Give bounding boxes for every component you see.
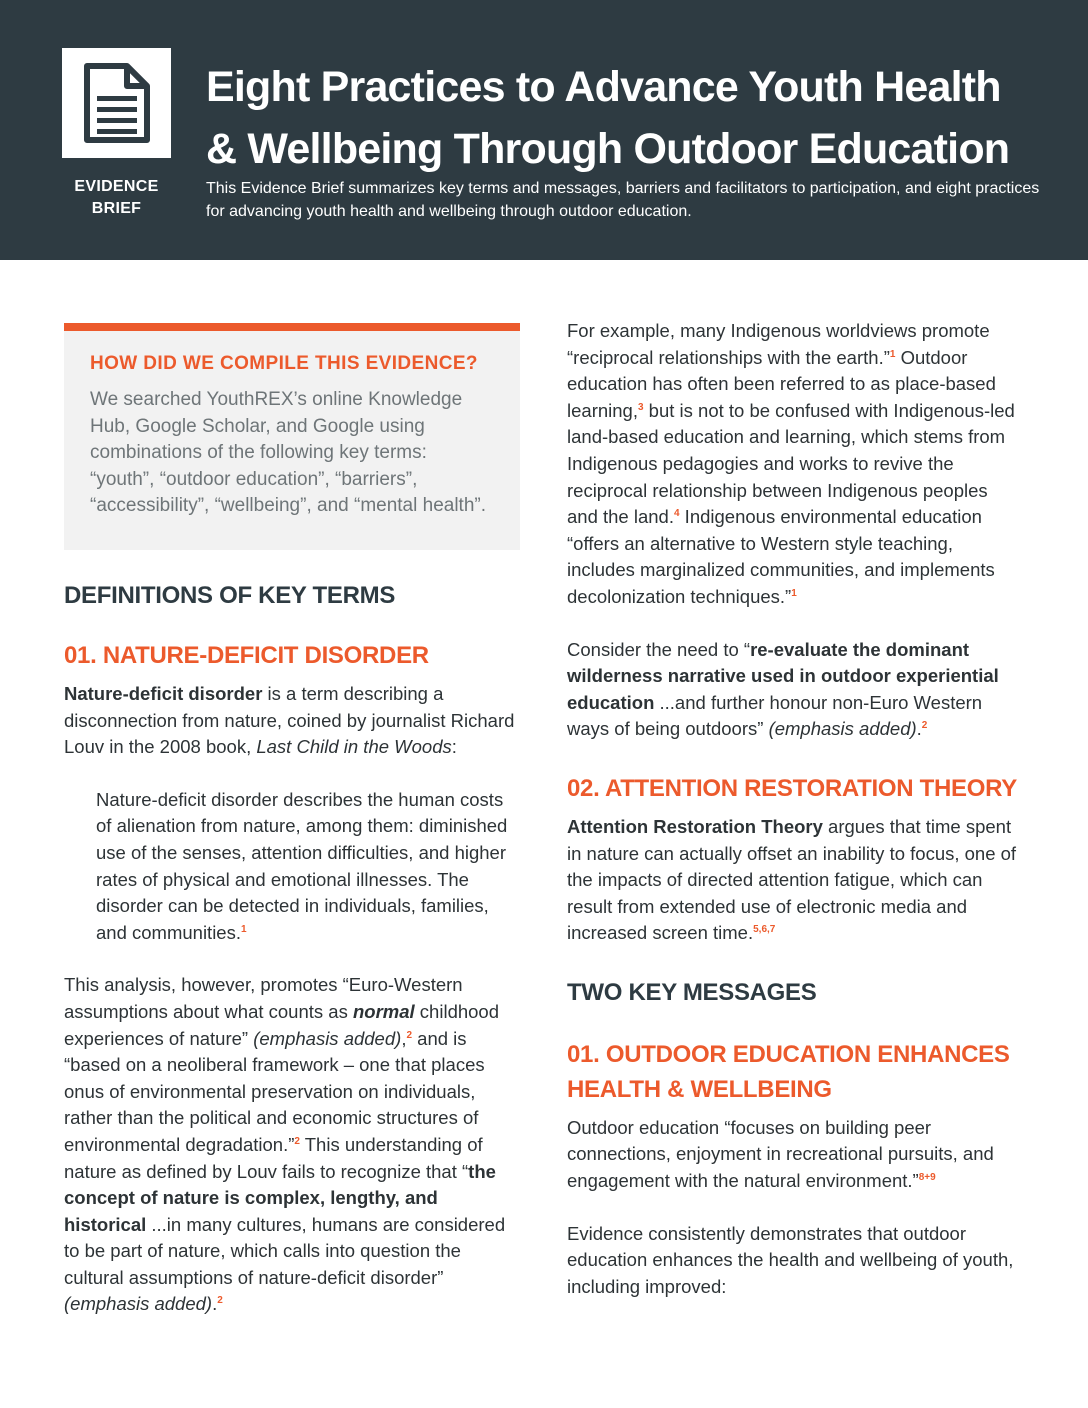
louv-quote bbox=[64, 787, 520, 947]
emphasis-added: (emphasis added) bbox=[768, 718, 917, 740]
wilderness-paragraph bbox=[567, 637, 1017, 743]
methodology-callout bbox=[64, 323, 520, 550]
footnote-ref: 4 bbox=[673, 508, 680, 519]
key-messages-heading: TWO KEY MESSAGES bbox=[567, 978, 817, 1006]
callout-heading: HOW DID WE COMPILE THIS EVIDENCE? bbox=[90, 353, 478, 374]
term-bold: Attention Restoration Theory bbox=[567, 815, 823, 837]
footnote-ref: 2 bbox=[217, 1295, 223, 1307]
label-line-1: EVIDENCE bbox=[74, 178, 159, 195]
bold-quote: the concept of nature is complex, lengthy, and historical bbox=[64, 1160, 496, 1235]
text-span: . bbox=[916, 718, 922, 740]
nature-deficit-intro bbox=[64, 681, 520, 761]
attention-restoration-heading: 02. ATTENTION RESTORATION THEORY bbox=[567, 774, 1017, 802]
analysis-paragraph bbox=[64, 972, 520, 1318]
emphasis-added: (emphasis added) bbox=[253, 1027, 402, 1049]
title-line-2: & Wellbeing Through Outdoor Education bbox=[206, 125, 1010, 173]
title-line-1: Eight Practices to Advance Youth Health bbox=[206, 63, 1001, 111]
text-span: Indigenous environmental education “offers an alternative to Western style teaching, includes marginalized communities, and implements decolonization techniques.” bbox=[567, 506, 995, 607]
text-span: . bbox=[212, 1293, 218, 1315]
label-line-2: BRIEF bbox=[91, 200, 142, 217]
text-span: For example, many Indigenous worldviews promote “reciprocal relationships with the earth.” bbox=[567, 320, 990, 368]
footnote-ref: 2 bbox=[294, 1135, 300, 1147]
book-title: Last Child in the Woods bbox=[256, 736, 452, 758]
intro-text: is a term describing a disconnection from nature, coined by journalist Richard Louv in the 2008 book, bbox=[64, 683, 515, 758]
callout-text: We searched YouthREX’s online Knowledge Hub, Google Scholar, and Google using combinations of the following key terms: “youth”, “outdoor education”, “barriers”, “accessibility”, “wellbeing”, and “mental health”. bbox=[90, 389, 486, 516]
footnote-ref: 8+9 bbox=[918, 1171, 936, 1183]
document-icon-svg bbox=[83, 62, 151, 144]
footnote-ref: 2 bbox=[921, 720, 928, 732]
term-bold: Nature-deficit disorder bbox=[64, 683, 263, 704]
footnote-ref: 1 bbox=[240, 923, 247, 935]
message-1-heading: 01. OUTDOOR EDUCATION ENHANCES HEALTH & WELLBEING bbox=[567, 1040, 1010, 1103]
text-span: This analysis, however, promotes “Euro-Western assumptions about what counts as bbox=[64, 974, 463, 1022]
left-column bbox=[64, 323, 520, 1318]
message-1-paragraph-1 bbox=[567, 1115, 1017, 1195]
text-span: but is not to be confused with Indigenous-led land-based education and learning, which stems from Indigenous pedagogies and works to revive the reciprocal relationship between Indigenous peoples and the land. bbox=[567, 399, 1015, 528]
footnote-ref: 5,6,7 bbox=[753, 924, 776, 936]
text-span: childhood experiences of nature” bbox=[64, 1000, 500, 1049]
text-span: ...in many cultures, humans are considered to be part of nature, which calls into question the cultural assumptions of nature-deficit disorder” bbox=[64, 1213, 506, 1288]
emphasis-added: (emphasis added) bbox=[64, 1293, 213, 1315]
definitions-heading: DEFINITIONS OF KEY TERMS bbox=[64, 582, 396, 609]
document-icon bbox=[62, 48, 171, 158]
text-span: This understanding of nature as defined by Louv fails to recognize that “ bbox=[64, 1133, 483, 1182]
text-span: Consider the need to “ bbox=[567, 638, 751, 660]
page-subtitle: This Evidence Brief summarizes key terms and messages, barriers and facilitators to participation, and eight practices for advancing youth health and wellbeing through outdoor education. bbox=[206, 180, 1040, 220]
attention-restoration-text bbox=[567, 814, 1017, 947]
footnote-ref: 2 bbox=[406, 1029, 413, 1041]
text-span: argues that time spent in nature can actually offset an inability to focus, one of the impacts of directed attention fatigue, which can result from extended use of electronic media and increased screen time. bbox=[567, 815, 1017, 944]
message-1-paragraph-2: Evidence consistently demonstrates that outdoor education enhances the health and wellbeing of youth, including improved: bbox=[567, 1222, 1014, 1297]
bold-quote: re-evaluate the dominant wilderness narrative used in outdoor experiential education bbox=[567, 638, 999, 713]
text-span: Outdoor education “focuses on building peer connections, enjoyment in recreational pursuits, and engagement with the natural environment.” bbox=[567, 1116, 994, 1192]
footnote-ref: 3 bbox=[637, 401, 644, 413]
quote-text: Nature-deficit disorder describes the human costs of alienation from nature, among them: diminished use of the senses, attention difficulties, and higher rates of physical and emotional illnesses. The disorder can be detected in individuals, families, and communities. bbox=[96, 788, 508, 943]
text-span: and is “based on a neoliberal framework – one that places onus of environmental preservation on individuals, rather than the political and economic structures of environmental degradation.” bbox=[64, 1027, 485, 1155]
nature-deficit-heading: 01. NATURE-DEFICIT DISORDER bbox=[64, 642, 429, 669]
evidence-brief-label bbox=[62, 176, 171, 220]
text-span: , bbox=[401, 1027, 407, 1049]
header-banner bbox=[0, 0, 1088, 260]
page-title bbox=[206, 56, 1066, 180]
emphasis-normal: normal bbox=[352, 1000, 415, 1022]
footnote-ref: 1 bbox=[791, 587, 797, 599]
footnote-ref: 1 bbox=[889, 348, 896, 360]
text-span: Outdoor education has often been referred to as place-based learning, bbox=[567, 346, 996, 421]
intro-end: : bbox=[451, 736, 457, 758]
text-span: ...and further honour non-Euro Western ways of being outdoors” bbox=[567, 691, 983, 740]
right-column bbox=[567, 318, 1017, 1300]
indigenous-paragraph bbox=[567, 318, 1017, 611]
